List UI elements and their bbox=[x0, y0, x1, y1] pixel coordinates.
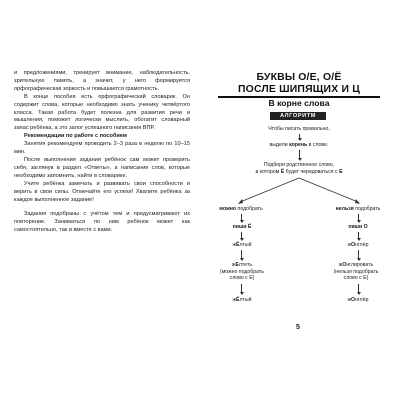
ex3-prefix: ж bbox=[231, 262, 236, 268]
write-yo: пиши Ё bbox=[232, 224, 252, 230]
branch-arrowhead-right bbox=[355, 199, 360, 204]
ex5-rest: лтый bbox=[239, 297, 252, 303]
example-zheltyi-1 bbox=[212, 242, 272, 249]
page-number: 5 bbox=[296, 324, 300, 331]
ex5-prefix: ж bbox=[232, 297, 236, 303]
branch-can-keyword: можно bbox=[219, 206, 237, 212]
branch-cant-keyword: нельзя bbox=[335, 206, 354, 212]
branch-cant-text: подобрать bbox=[353, 206, 381, 212]
left-page-text bbox=[14, 70, 190, 235]
step-3-line-2 bbox=[220, 169, 378, 176]
ex1-rest: лтый bbox=[239, 242, 252, 248]
ex3-rest: лтеть bbox=[238, 262, 253, 268]
step-3-text-b: в котором bbox=[255, 168, 281, 175]
paragraph-schedule: Занятия рекомендуем проводить 2–3 раза в неделю по 10–15 мин. bbox=[14, 141, 190, 156]
arrow-cant-write bbox=[358, 214, 359, 222]
arrow-left-ex1 bbox=[241, 232, 242, 240]
branch-can-text: подобрать bbox=[236, 206, 263, 212]
step-2 bbox=[238, 142, 360, 149]
ex2-rest: нглёр bbox=[355, 242, 369, 248]
ex2-prefix: ж bbox=[347, 242, 351, 248]
right-page bbox=[210, 62, 388, 362]
arrow-right-ex4 bbox=[358, 250, 359, 260]
page-title bbox=[210, 72, 388, 96]
step-2-text-c: в слове. bbox=[307, 142, 329, 148]
branch-arrow-right bbox=[299, 178, 358, 202]
step-3-line-1: Подбери родственное слово, bbox=[263, 162, 335, 168]
ex3-word bbox=[210, 262, 274, 269]
ex4-note-1: (нельзя подобрать bbox=[333, 268, 379, 275]
ex2-letter: О bbox=[350, 242, 356, 248]
arrow-step1-step2 bbox=[299, 134, 300, 140]
arrow-can-write bbox=[241, 214, 242, 222]
example-zheltyi-2 bbox=[212, 297, 272, 304]
algorithm-badge: АЛГОРИТМ bbox=[270, 112, 326, 120]
step-3-letter-yo: Ё bbox=[280, 168, 285, 175]
paragraph-dictionary: В конце пособия есть орфографический словарик. Он содержит слова, которые необходимо знать ученику четвёртого класса. Такая работа будет полезна для развития речи и мышления, поможет логически мыслить, обогатит словарный запас ребёнка, а это залог успешного написания ВПР. bbox=[14, 93, 190, 132]
section-title: В корне слова bbox=[268, 98, 330, 108]
branch-can bbox=[210, 206, 272, 213]
title-line-1: БУКВЫ О/Е, О/Ё bbox=[256, 72, 342, 83]
ex4-word bbox=[322, 262, 390, 269]
step-3-letter-e: Е bbox=[339, 168, 343, 175]
ex1-prefix: ж bbox=[232, 242, 236, 248]
step-3 bbox=[220, 162, 378, 175]
ex3-letter: Е bbox=[235, 262, 239, 268]
ex4-note-2: слово с Е) bbox=[343, 275, 369, 282]
title-line-2: ПОСЛЕ ШИПЯЩИХ И Ц bbox=[238, 84, 360, 95]
paragraph-self-check: После выполнения задания ребёнок сам может проверить себя, заглянув в раздел «Ответы», а написание слов, которые необходимо запомнить, найти в словарике. bbox=[14, 156, 190, 179]
example-zhongler-1 bbox=[328, 242, 388, 249]
paragraph-intro: и предложениями, тренирует внимание, наблюдательность, зрительную память, а значит, у него формируется орфографическая зоркость и повышается грамотность. bbox=[14, 70, 190, 92]
paragraph-topics: Задания подобраны с учётом тем и предусматривают их повторение. Заниматься по ним ребёнок может как самостоятельно, так и вместе с вами. bbox=[14, 211, 190, 234]
branch-arrow-left bbox=[240, 178, 299, 202]
arrow-left-ex3 bbox=[241, 250, 242, 260]
ex4-letter: О bbox=[342, 262, 347, 268]
write-o: пиши О bbox=[348, 224, 368, 230]
branch-cant bbox=[326, 206, 390, 213]
arrow-step2-step3 bbox=[299, 150, 300, 160]
example-zhonglirovat bbox=[322, 262, 390, 282]
ex6-prefix: ж bbox=[347, 297, 351, 303]
ex4-prefix: ж bbox=[338, 262, 343, 268]
ex6-rest: нглёр bbox=[355, 297, 369, 303]
paragraph-encourage: Учите ребёнка замечать и развивать свои способности и верить в свои силы. Отмечайте его успехи! Хвалите ребёнка за каждое выполненное задание! bbox=[14, 180, 190, 203]
step-1-text: Чтобы писать правильно, bbox=[268, 126, 330, 132]
ex6-letter: О bbox=[350, 297, 356, 303]
step-1 bbox=[238, 126, 360, 133]
ex4-rest: нглировать bbox=[346, 262, 374, 268]
step-2-root-word: корень bbox=[289, 142, 308, 148]
step-3-text-d: будет чередоваться с bbox=[284, 168, 340, 175]
ex3-note-1: (можно подобрать bbox=[220, 268, 264, 275]
ex3-note-2: слово с Е) bbox=[229, 275, 255, 282]
recommendations-heading: Рекомендации по работе с пособием bbox=[24, 133, 127, 140]
arrow-right-ex2 bbox=[358, 232, 359, 240]
example-zhongler-2 bbox=[328, 297, 388, 304]
example-zheltet bbox=[210, 262, 274, 282]
step-2-text-a: выдели bbox=[269, 142, 290, 148]
branch-arrowhead-left bbox=[238, 199, 243, 204]
arrow-right-ex6 bbox=[358, 284, 359, 294]
ex5-letter: Ё bbox=[235, 297, 240, 303]
arrow-left-ex5 bbox=[241, 284, 242, 294]
ex1-letter: Ё bbox=[235, 242, 240, 248]
